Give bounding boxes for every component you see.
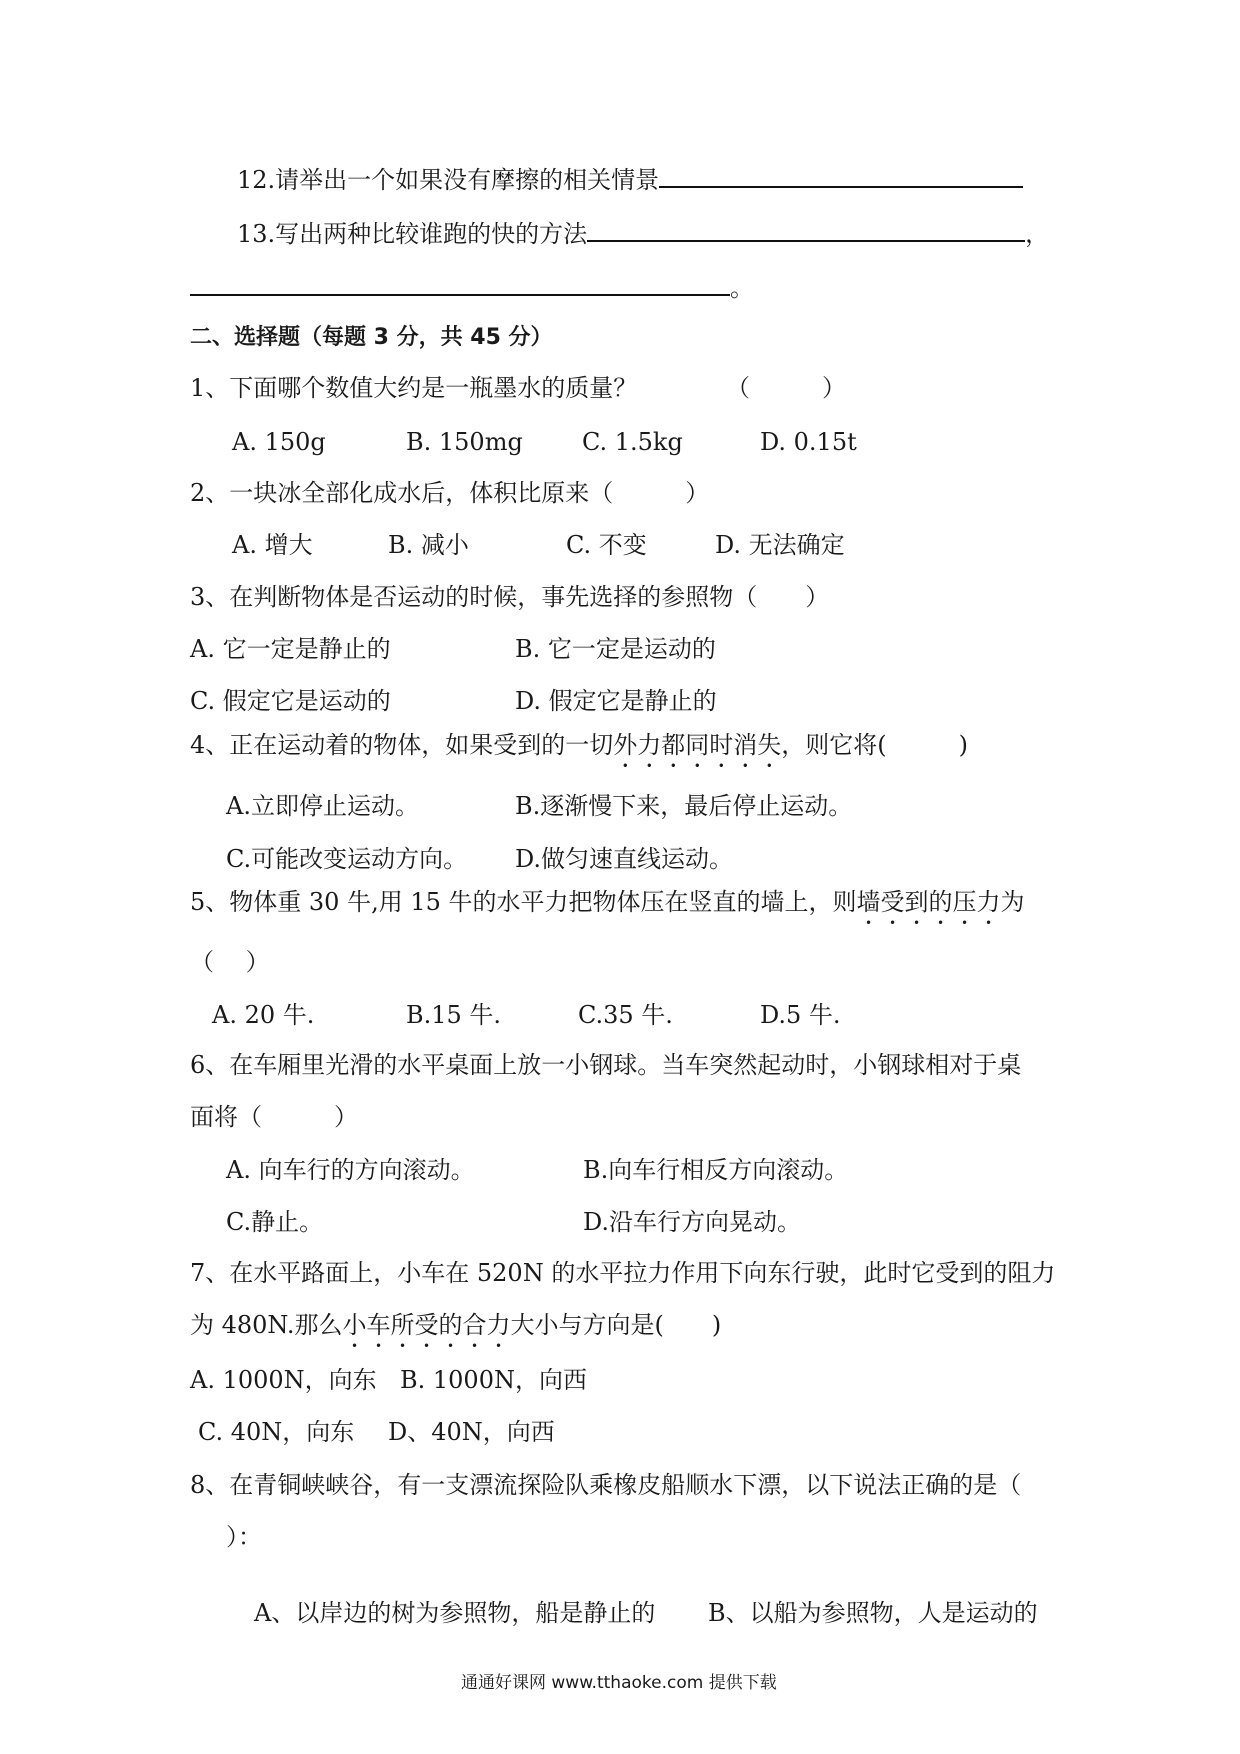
option-c: C. 1.5kg [582,428,683,456]
option-b: B. 减小 [388,531,469,559]
question-8-line-2: ）： [226,1523,262,1551]
option-b: B.逐渐慢下来，最后停止运动。 [515,792,853,820]
emphasized-text: 小车所受的合力 [342,1311,511,1339]
question-1 [190,373,637,403]
option-a: A. 它一定是静止的 [190,635,391,663]
footer-text: 通通好课网 www.tthaoke.com 提供下载 [461,1673,777,1693]
option-d: D.5 牛. [760,1001,841,1029]
option-b: B、以船为参照物，人是运动的 [708,1599,1038,1627]
option-b: B.15 牛. [406,1001,502,1029]
option-a: A、以岸边的树为参照物，船是静止的 [254,1599,656,1627]
question-13-text: 13.写出两种比较谁跑的快的方法 [237,220,588,248]
punctuation: ， [1025,220,1050,248]
option-c: C.35 牛. [578,1001,673,1029]
question-8-line-1: 8、在青铜峡峡谷，有一支漂流探险队乘橡皮船顺水下漂，以下说法正确的是（ [190,1471,1022,1499]
question-4-text: 4、正在运动着的物体，如果受到的一切 [190,731,614,759]
answer-blank [190,270,730,296]
option-b: B. 150mg [406,428,523,456]
option-d: D. 假定它是静止的 [515,687,717,715]
question-1-text: 1、下面哪个数值大约是一瓶墨水的质量？ [190,374,638,402]
question-13-continued [190,270,754,303]
option-b: B. 它一定是运动的 [515,635,716,663]
question-7-line-1: 7、在水平路面上，小车在 520N 的水平拉力作用下向东行驶，此时它受到的阻力 [190,1259,1056,1287]
question-7-line-2 [190,1310,721,1353]
question-13 [237,216,1049,249]
question-12 [237,162,1023,195]
option-a: A. 20 牛. [212,1001,315,1029]
question-7-text: 为 480N.那么 [190,1311,343,1339]
answer-blank [659,162,1023,188]
option-c: C. 40N，向东 [198,1418,355,1446]
option-d: D. 无法确定 [715,531,845,559]
option-c: C.可能改变运动方向。 [226,845,468,873]
answer-paren: （ ） [726,374,846,402]
question-6-line-2: 面将（ ） [190,1103,358,1131]
section-heading: 二、选择题（每题 3 分，共 45 分） [190,325,553,350]
option-a: A. 150g [232,428,326,456]
option-d: D. 0.15t [760,428,857,456]
option-a: A.立即停止运动。 [226,792,419,820]
question-5 [190,887,1025,930]
option-d: D.做匀速直线运动。 [515,845,734,873]
question-5-text: 5、物体重 30 牛,用 15 牛的水平力把物体压在竖直的墙上，则 [190,888,857,916]
option-d: D.沿车行方向晃动。 [583,1208,802,1236]
emphasized-text: 墙受到的压力 [856,888,1001,916]
option-a: A. 1000N，向东 [190,1366,377,1394]
answer-blank [587,216,1025,242]
option-c: C. 假定它是运动的 [190,687,391,715]
question-5-text-end: 为 [1000,888,1025,916]
question-3: 3、在判断物体是否运动的时候，事先选择的参照物（ ） [190,583,830,611]
question-4 [190,730,968,773]
punctuation: 。 [730,274,754,302]
option-d: D、40N，向西 [388,1418,555,1446]
question-2: 2、一块冰全部化成水后，体积比原来（ ） [190,479,710,507]
option-a: A. 增大 [232,531,313,559]
question-12-text: 12.请举出一个如果没有摩擦的相关情景 [237,166,660,194]
question-6-line-1: 6、在车厢里光滑的水平桌面上放一小钢球。当车突然起动时，小钢球相对于桌 [190,1051,1022,1079]
option-a: A. 向车行的方向滚动。 [226,1156,475,1184]
emphasized-text: 外力都同时消失 [613,731,782,759]
option-b: B.向车行相反方向滚动。 [583,1156,849,1184]
question-4-text-end: ，则它将( ) [781,731,969,759]
option-b: B. 1000N，向西 [400,1366,587,1394]
option-c: C. 不变 [566,531,647,559]
question-7-text-end: 大小与方向是( ) [510,1311,722,1339]
answer-paren: （ ） [190,948,270,976]
option-c: C.静止。 [226,1208,324,1236]
